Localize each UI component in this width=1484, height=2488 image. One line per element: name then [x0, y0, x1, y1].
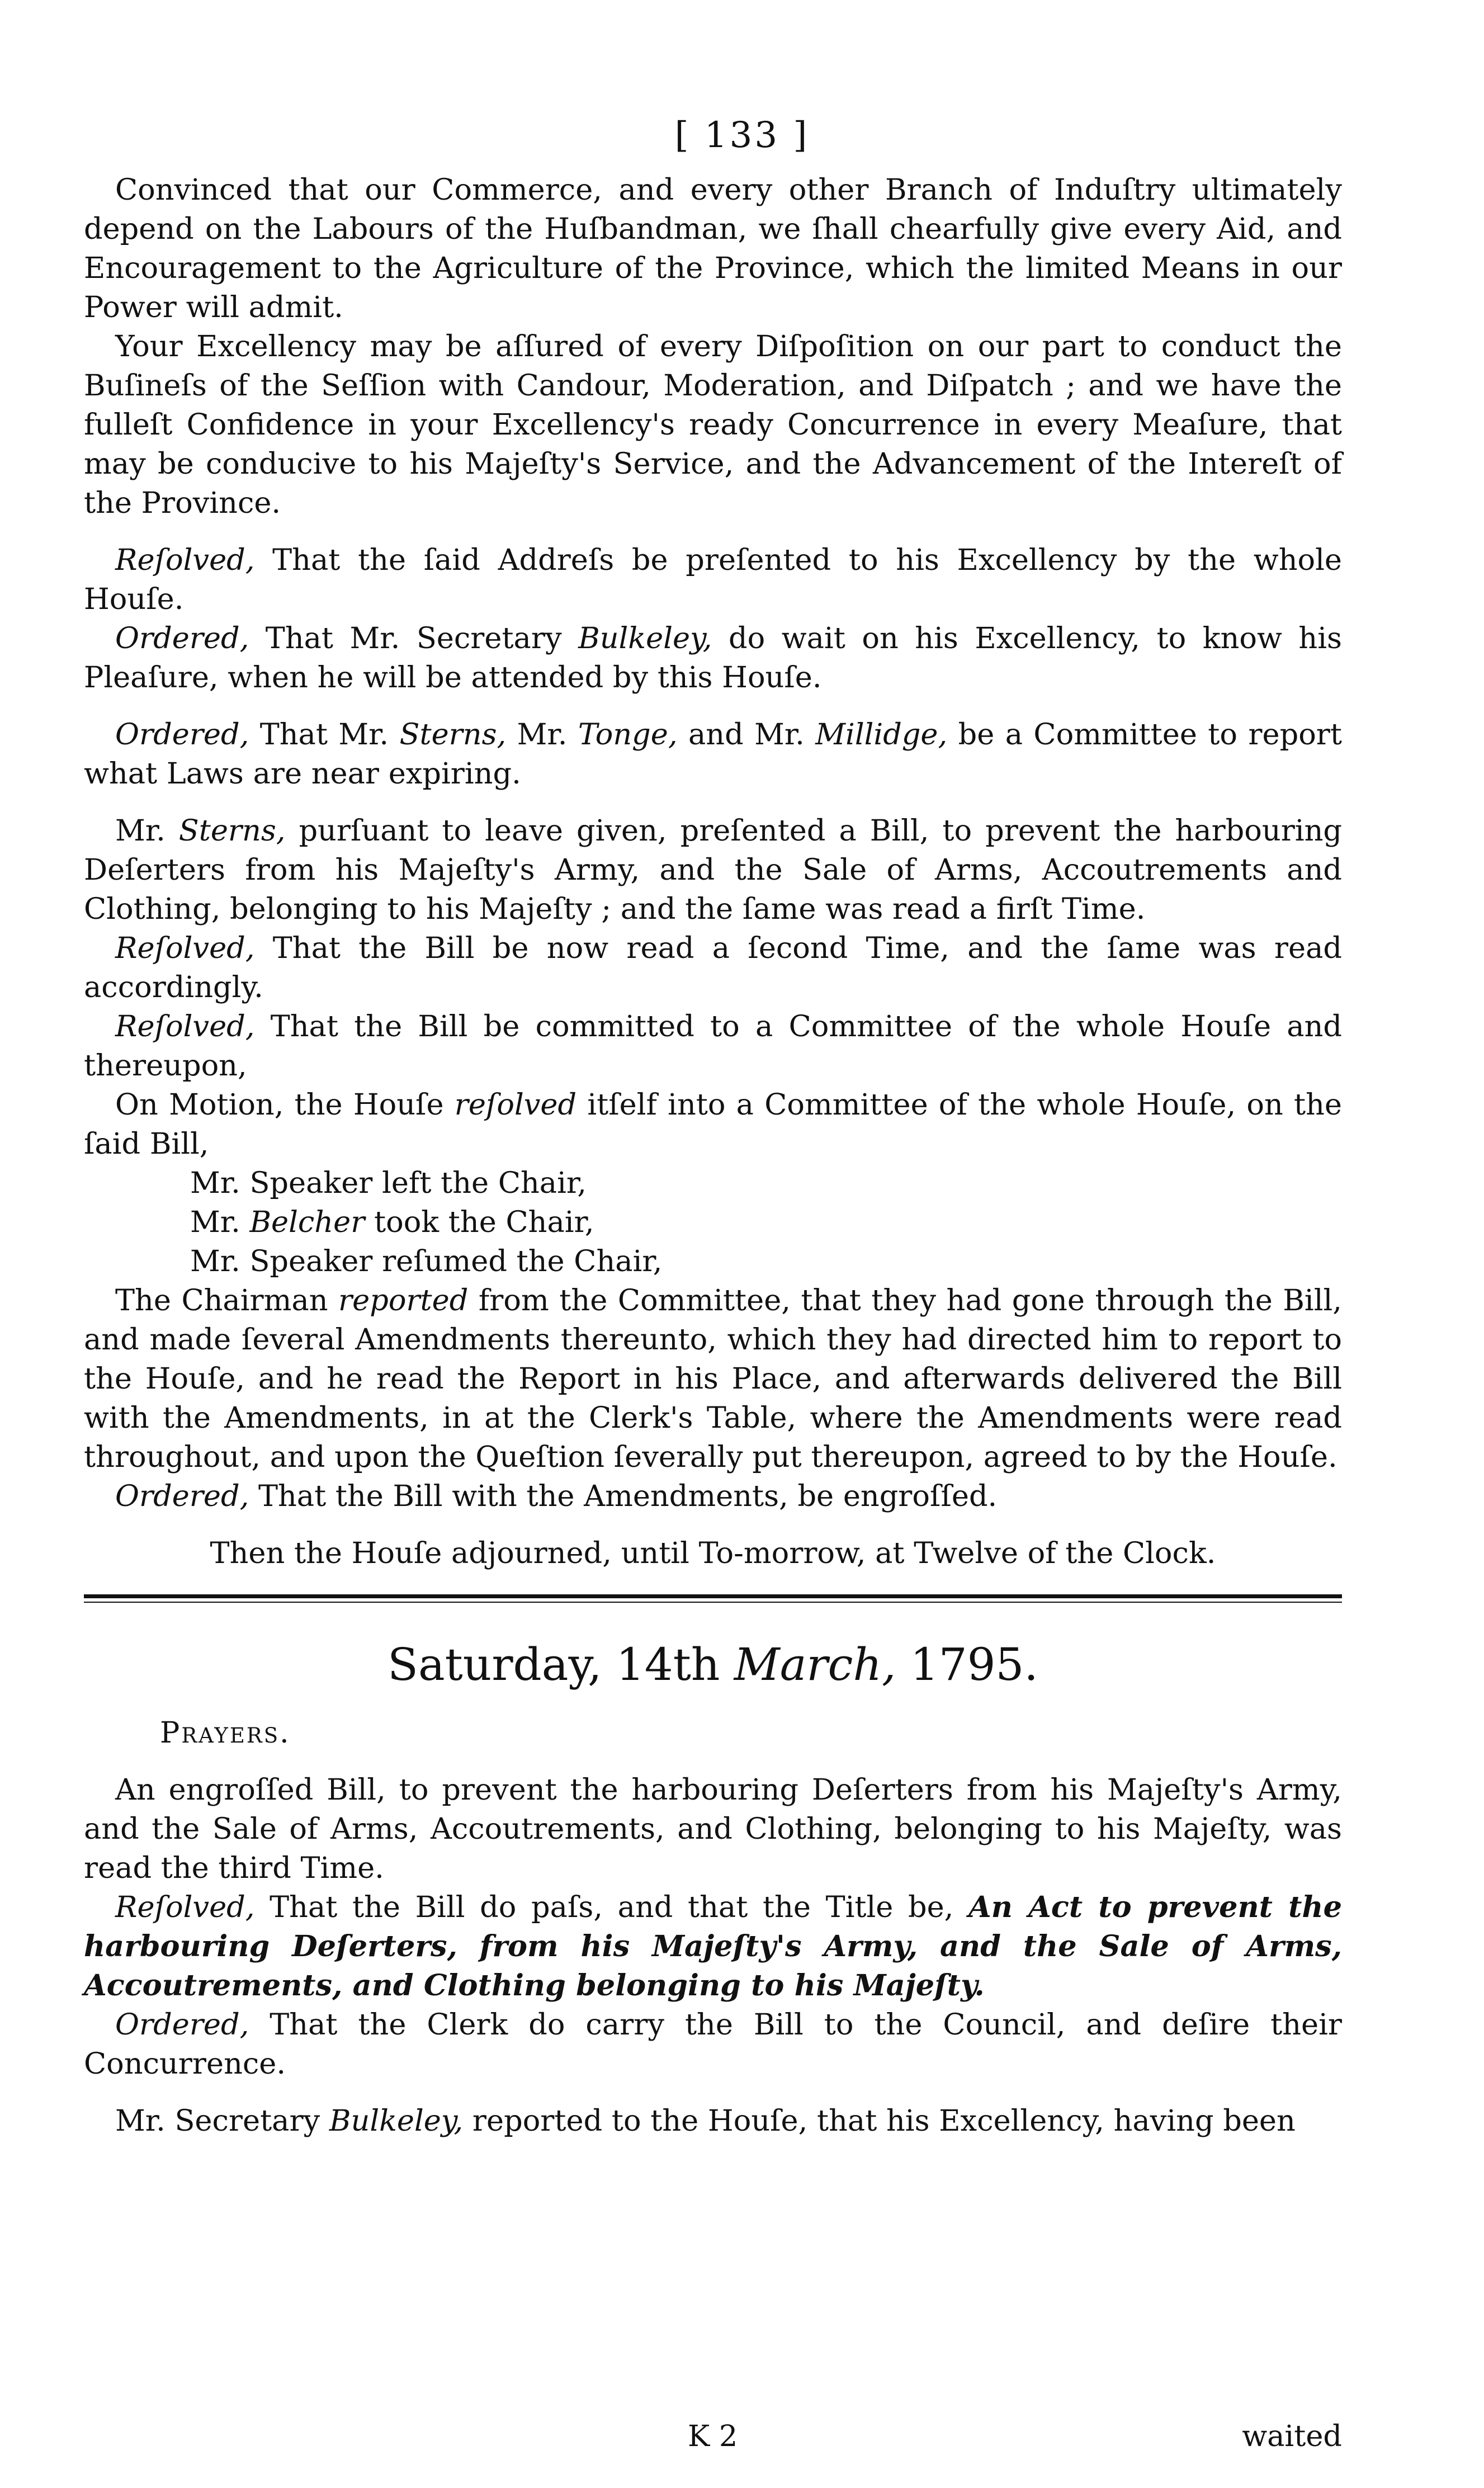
- bill-text: That the Bill do paſs, and that the Title be,: [254, 1890, 969, 1924]
- bill-second-reading: [84, 929, 1342, 1007]
- entry-resolved-address: [84, 541, 1342, 619]
- entry-text: and Mr.: [677, 717, 816, 752]
- bill-committed: [84, 1007, 1342, 1085]
- page-footer: [84, 2417, 1342, 2456]
- section-rule: [84, 1594, 1342, 1598]
- bill-text: took the Chair,: [365, 1205, 594, 1239]
- bill-text: Mr. Secretary: [115, 2104, 329, 2138]
- entry-lead: Reſolved,: [115, 1009, 255, 1044]
- bill-text: That the Clerk do carry the Bill to the Council, and deſire their Concurrence.: [84, 2008, 1342, 2081]
- bill-text: from the Committee, that they had gone through the Bill, and made ſeveral Amendments thereunto, which they had directed him to report to the Houſe, and he read the Report in his Place, and afterwards delivered the Bill with the Amendments, in at the Clerk's Table, where the Amendments were read throughout, and upon the Queſtion ſeverally put thereupon, agreed to by the Houſe.: [84, 1283, 1342, 1474]
- entry-ordered-secretary: [84, 619, 1342, 697]
- bill-text: Mr.: [115, 814, 179, 848]
- paragraph-excellency: Your Excellency may be aſſured of every Diſpoſition on our part to conduct the Buſineſs of the Seſſion with Candour, Moderation, and Diſpatch ; and we have the fulleſt Confidence in your Excellency's ready Concurrence in every Meaſure, that may be conducive to his Majeſty's Service, and the Advancement of the Intereſt of the Province.: [84, 329, 1342, 520]
- entry-name: Sterns,: [399, 717, 507, 752]
- entry-lead: Ordered,: [115, 621, 249, 655]
- bill-italic: reſolved: [454, 1088, 577, 1122]
- entry-text: That Mr. Secretary: [249, 621, 579, 655]
- session-date: [84, 1634, 1342, 1696]
- chairman-reported: [84, 1281, 1342, 1477]
- belcher-took-chair: [84, 1203, 1342, 1242]
- bill-text: That the Bill be now read a ſecond Time, and the ſame was read accordingly.: [84, 931, 1342, 1004]
- bill-text: itſelf into a Committee of the whole Houſe, on the ſaid Bill,: [84, 1088, 1342, 1161]
- house-adjourned: Then the Houſe adjourned, until To-morrow, at Twelve of the Clock.: [210, 1536, 1216, 1570]
- entry-name: Bulkeley,: [578, 621, 712, 655]
- secretary-reported: [84, 2102, 1342, 2141]
- bill-text: That the Bill be committed to a Committee of the whole Houſe and thereupon,: [84, 1009, 1342, 1083]
- bill-italic: reported: [338, 1283, 469, 1318]
- signature-mark: K 2: [688, 2419, 738, 2453]
- entry-text: do wait on his Excellency, to know his Pleaſure, when he will be attended by this Houſe.: [84, 621, 1342, 695]
- bill-name: Belcher: [249, 1205, 365, 1239]
- bill-text: The Chairman: [115, 1283, 339, 1318]
- entry-lead: Reſolved,: [115, 543, 255, 577]
- bill-name: Bulkeley,: [329, 2104, 464, 2138]
- entry-lead: Ordered,: [115, 717, 249, 752]
- entry-text: That Mr.: [249, 717, 400, 752]
- bill-text: That the Bill with the Amendments, be engroſſed.: [249, 1479, 998, 1513]
- bill-presented: [84, 811, 1342, 929]
- bill-text: On Motion, the Houſe: [115, 1088, 455, 1122]
- bill-motion: [84, 1085, 1342, 1164]
- prayers-heading: Prayers.: [160, 1716, 291, 1750]
- bill-text: purſuant to leave given, preſented a Bill, to prevent the harbouring Deſerters from his Majeſty's Army, and the Sale of Arms, Accoutrements and Clothing, belonging to his Majeſty ; and the ſame was read a firſt Time.: [84, 814, 1343, 926]
- bill-text: Mr.: [190, 1205, 250, 1239]
- date-text: Saturday, 14th: [387, 1639, 734, 1691]
- page-body: [84, 171, 1342, 2141]
- date-month: March,: [734, 1639, 896, 1691]
- act-title: An Act to prevent the harbouring Deſerters, from his Majeſty's Army, and the Sale of Arms, Accoutrements, and Clothing belonging to his Majeſty.: [84, 1890, 1342, 2003]
- bill-text: reported to the Houſe, that his Excellency, having been: [463, 2104, 1296, 2138]
- bill-name: Sterns,: [178, 814, 286, 848]
- date-year: 1795.: [896, 1639, 1038, 1691]
- entry-text: That the ſaid Addreſs be preſented to his Excellency by the whole Houſe.: [84, 543, 1342, 616]
- entry-lead: Reſolved,: [115, 931, 255, 965]
- page-number: [ 133 ]: [674, 115, 810, 156]
- catchword: waited: [1242, 2419, 1342, 2453]
- entry-name: Tonge,: [578, 717, 678, 752]
- entry-text: be a Committee to report what Laws are near expiring.: [84, 717, 1342, 791]
- entry-name: Millidge,: [815, 717, 948, 752]
- entry-lead: Ordered,: [115, 2008, 249, 2042]
- bill-pass: [84, 1888, 1342, 2005]
- entry-lead: Reſolved,: [115, 1890, 255, 1924]
- speaker-resumed: Mr. Speaker reſumed the Chair,: [190, 1244, 663, 1278]
- paragraph-commerce: Convinced that our Commerce, and every other Branch of Induſtry ultimately depend on the Labours of the Huſbandman, we ſhall chearfully give every Aid, and Encouragement to the Agriculture of the Province, which the limited Means in our Power will admit.: [84, 173, 1342, 324]
- third-reading: An engroſſed Bill, to prevent the harbouring Deſerters from his Majeſty's Army, and the Sale of Arms, Accoutrements, and Clothing, belonging to his Majeſty, was read the third Time.: [84, 1773, 1342, 1885]
- section-rule-thin: [84, 1602, 1342, 1603]
- entry-lead: Ordered,: [115, 1479, 249, 1513]
- entry-text: Mr.: [506, 717, 578, 752]
- speaker-left: Mr. Speaker left the Chair,: [190, 1166, 587, 1200]
- clerk-carry: [84, 2005, 1342, 2084]
- entry-ordered-committee: [84, 715, 1342, 794]
- bill-engrossed: [84, 1477, 1342, 1516]
